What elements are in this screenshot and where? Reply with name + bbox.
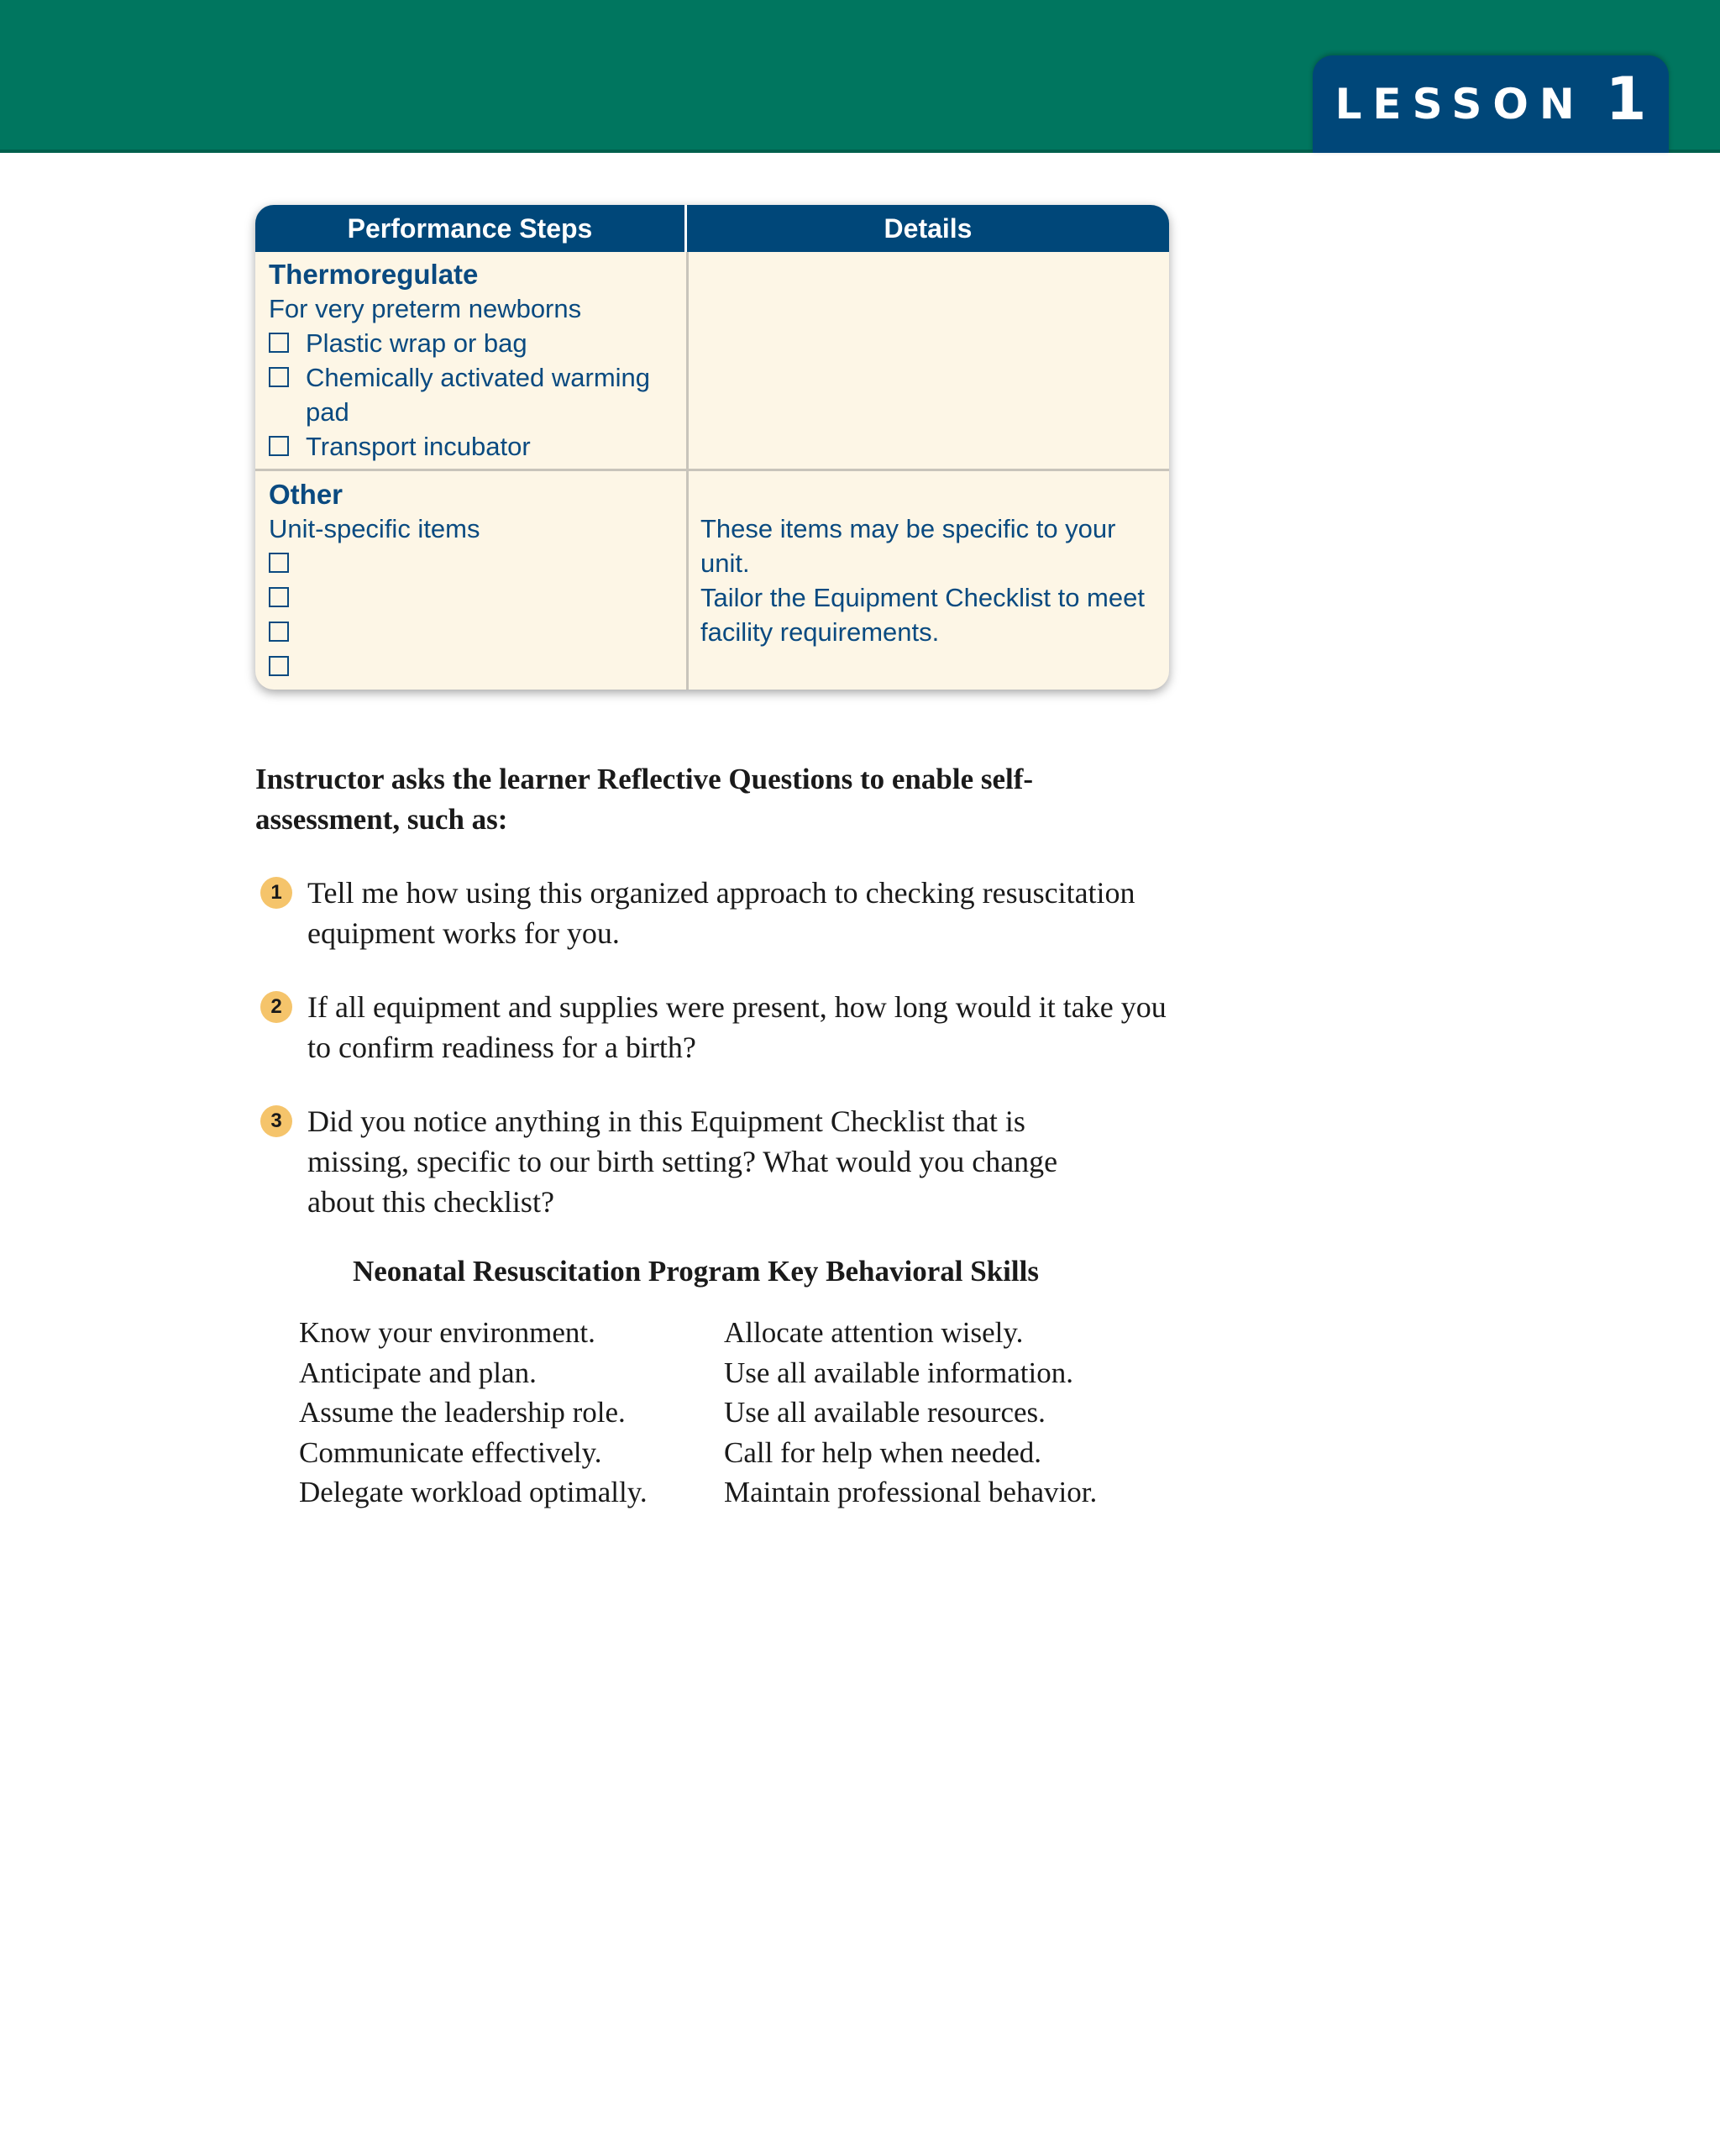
equipment-checklist-table xyxy=(255,205,1169,690)
checklist-item xyxy=(269,649,680,684)
row-divider xyxy=(255,469,1169,471)
column-header-performance-steps: Performance Steps xyxy=(255,205,687,252)
skill-item: Delegate workload optimally. xyxy=(299,1476,648,1508)
skill-item: Call for help when needed. xyxy=(724,1435,1042,1469)
skill-item: Know your environment. xyxy=(299,1316,595,1349)
skills-list-left xyxy=(299,1313,719,1513)
reflective-question xyxy=(260,987,1176,1068)
reflective-questions-intro: Instructor asks the learner Reflective Questions to enable self-assessment, such as: xyxy=(255,763,1034,836)
reflective-question xyxy=(260,1101,1109,1222)
row-title: Other xyxy=(269,479,343,510)
checklist-item xyxy=(269,580,680,615)
question-number-badge: 1 xyxy=(260,877,292,909)
details-line: Tailor the Equipment Checklist to meet facility requirements. xyxy=(700,583,1145,647)
checkbox[interactable] xyxy=(269,436,289,456)
skill-item: Assume the leadership role. xyxy=(299,1396,626,1429)
lesson-number: 1 xyxy=(1605,65,1647,134)
header-band xyxy=(0,0,1720,153)
question-number-badge: 3 xyxy=(260,1105,292,1137)
details-other xyxy=(700,511,1154,649)
details-line: These items may be specific to your unit. xyxy=(700,514,1116,578)
skill-item: Maintain professional behavior. xyxy=(724,1476,1098,1508)
skill-item: Allocate attention wisely. xyxy=(724,1316,1024,1349)
skill-item: Communicate effectively. xyxy=(299,1435,602,1469)
row-subtitle: For very preterm newborns xyxy=(269,294,582,323)
checkbox[interactable] xyxy=(269,553,289,573)
checkbox[interactable] xyxy=(269,656,289,676)
checklist-item-label: Chemically activated warming pad xyxy=(306,363,651,427)
checkbox[interactable] xyxy=(269,367,289,387)
question-text: Did you notice anything in this Equipment Checklist that is missing, specific to our birth setting? What would you change about this checklist? xyxy=(307,1104,1058,1219)
column-header-details: Details xyxy=(884,212,973,244)
checklist-item xyxy=(269,546,680,580)
reflective-question xyxy=(260,873,1176,953)
question-number-badge: 2 xyxy=(260,991,292,1023)
row-subtitle: Unit-specific items xyxy=(269,514,480,543)
table-header xyxy=(255,205,1169,252)
skills-title: Neonatal Resuscitation Program Key Behavioral Skills xyxy=(353,1255,1039,1288)
checkbox[interactable] xyxy=(269,587,289,607)
lesson-tab xyxy=(1313,55,1669,153)
checklist-item xyxy=(269,615,680,649)
checklist-item-label: Plastic wrap or bag xyxy=(306,328,527,358)
checkbox[interactable] xyxy=(269,622,289,642)
lesson-label: LESSON xyxy=(1335,80,1586,129)
checklist-item xyxy=(269,360,680,429)
skills-list-right xyxy=(724,1313,1194,1513)
checklist-item-label: Transport incubator xyxy=(306,432,531,461)
checklist-item xyxy=(269,326,680,360)
skill-item: Use all available resources. xyxy=(724,1396,1046,1429)
row-title: Thermoregulate xyxy=(269,259,479,290)
table-row-thermoregulate xyxy=(269,257,680,464)
table-row-other xyxy=(269,477,680,684)
checklist-item xyxy=(269,429,680,464)
question-text: If all equipment and supplies were present, how long would it take you to confirm readiness for a birth? xyxy=(307,990,1167,1064)
question-text: Tell me how using this organized approach to checking resuscitation equipment works for you. xyxy=(307,876,1135,950)
skill-item: Use all available information. xyxy=(724,1356,1073,1389)
skill-item: Anticipate and plan. xyxy=(299,1356,537,1389)
checkbox[interactable] xyxy=(269,333,289,353)
